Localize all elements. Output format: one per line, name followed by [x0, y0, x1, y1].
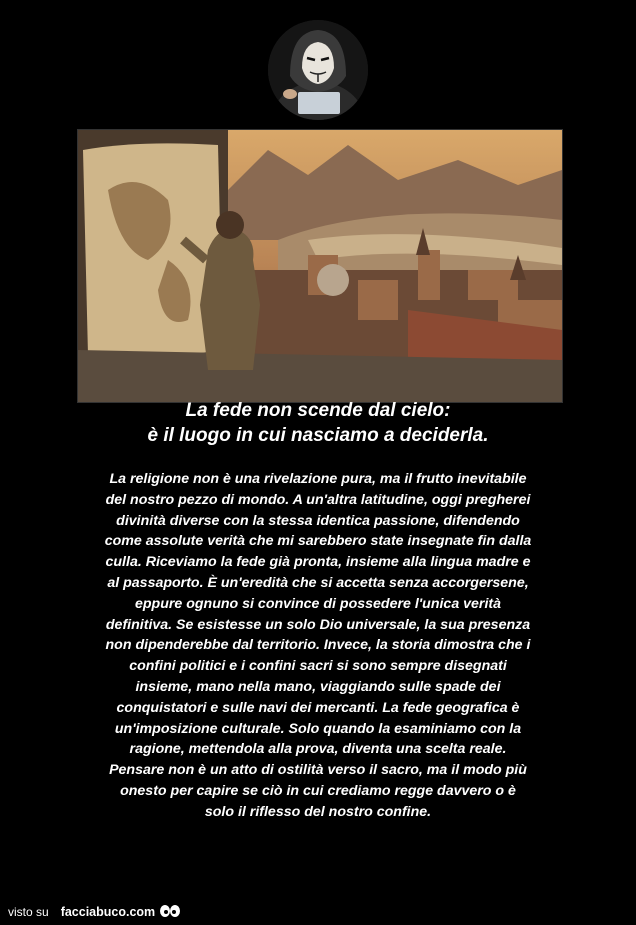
illustration-image: [77, 129, 563, 403]
boy-map-city-image: [78, 130, 562, 402]
headline-line-2: è il luogo in cui nasciamo a deciderla.: [147, 425, 489, 446]
body-line: al passaporto. È un'eredità che si accetta senza accorgersene,: [107, 574, 529, 591]
body-line: conquistatori e sulle navi dei mercanti. La fede geografica è: [116, 699, 520, 716]
body-line: del nostro pezzo di mondo. A un'altra latitudine, oggi pregherei: [105, 491, 531, 508]
body-line: La religione non è una rivelazione pura, ma il frutto inevitabile: [109, 471, 527, 487]
hacker-avatar-icon: [268, 20, 368, 120]
body-line: confini politici e i confini sacri si sono sempre disegnati: [129, 658, 507, 675]
body-line: ragione, mettendola alla prova, diventa una scelta reale.: [129, 741, 507, 758]
body-line: come assolute verità che mi sarebbero state insegnate fin dalla: [104, 533, 532, 550]
body-line: divinità diverse con la stessa identica passione, difendendo: [116, 512, 520, 529]
body-line: Pensare non è un atto di ostilità verso il sacro, ma il modo più: [109, 762, 527, 779]
visto-su-label: visto su: [8, 905, 49, 919]
body-line: onesto per capire se ciò in cui crediamo regge davvero o è: [120, 782, 516, 799]
brand-link[interactable]: facciabuco.com: [60, 905, 156, 919]
body-text: [60, 469, 576, 823]
author-avatar: [268, 20, 368, 120]
eyes-icon: [159, 903, 181, 921]
body-line: insieme, mano nella mano, viaggiando sulle spade dei: [135, 678, 501, 695]
body-line: un'imposizione culturale. Solo quando la esaminiamo con la: [114, 720, 522, 737]
body-line: culla. Riceviamo la fede già pronta, insieme alla lingua madre e: [105, 554, 531, 571]
headline-line-1: La fede non scende dal cielo:: [185, 400, 451, 421]
footer-watermark[interactable]: [8, 902, 181, 922]
body-line: non dipenderebbe dal territorio. Invece, la storia dimostra che i: [105, 637, 531, 654]
body-line: definitiva. Se esistesse un solo Dio universale, la sua presenza: [105, 616, 531, 633]
headline: [0, 398, 636, 448]
body-line: solo il riflesso del nostro confine.: [204, 803, 432, 820]
body-line: eppure ognuno si convince di possedere l'unica verità: [134, 595, 502, 612]
